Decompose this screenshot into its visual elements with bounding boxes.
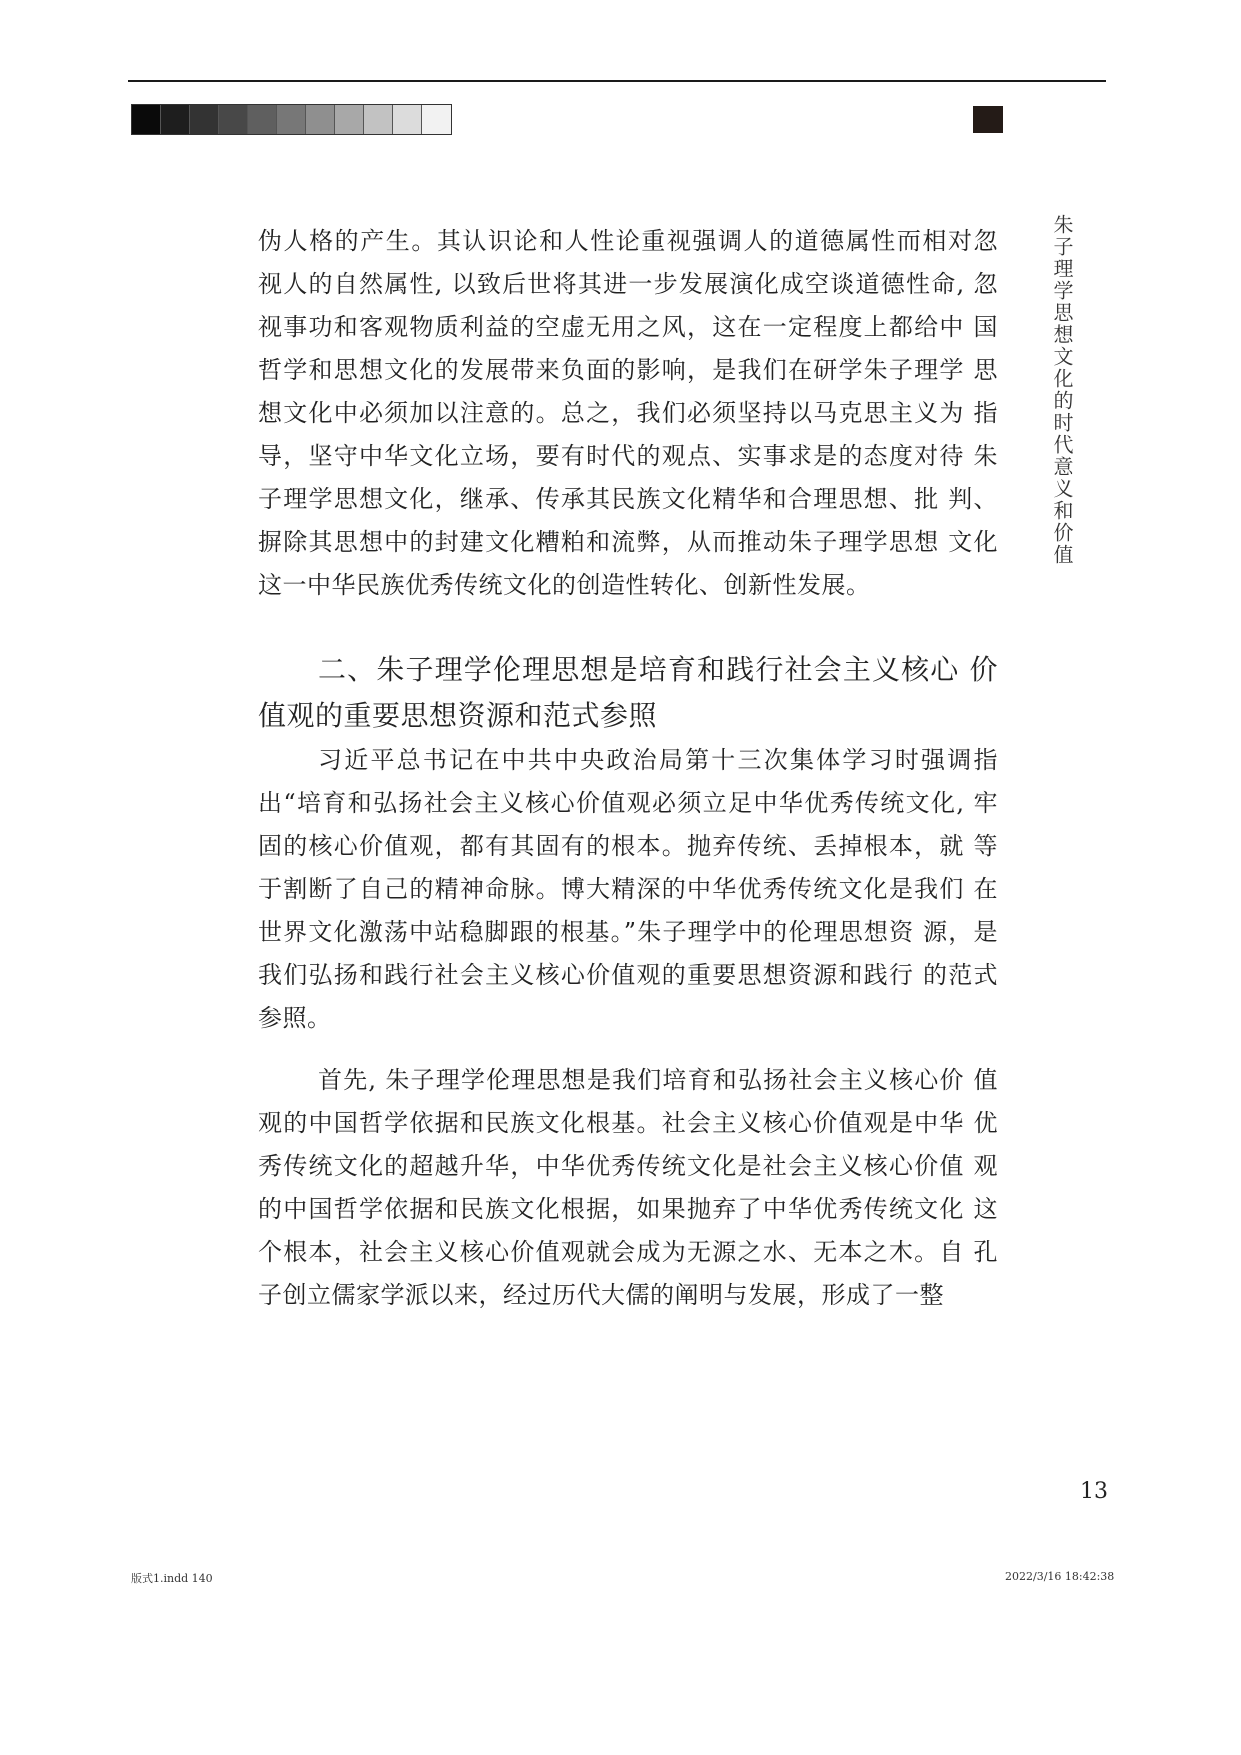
gray-swatch xyxy=(219,105,248,134)
gray-swatch xyxy=(422,105,451,134)
gray-swatch xyxy=(161,105,190,134)
gray-swatch xyxy=(132,105,161,134)
paragraph-1 xyxy=(258,220,998,607)
text-line: 哲学和思想文化的发展带来负面的影响，是我们在研学朱子理学 思 xyxy=(258,356,998,384)
paragraph-2 xyxy=(258,739,998,1040)
main-text xyxy=(258,220,998,1317)
text-line: 想文化中必须加以注意的。总之，我们必须坚持以马克思主义为 指 xyxy=(258,399,998,427)
text-line: 个根本，社会主义核心价值观就会成为无源之水、无本之木。自 孔 xyxy=(258,1238,998,1266)
text-line: 参照。 xyxy=(258,1004,332,1032)
paragraph-3 xyxy=(258,1059,998,1317)
gray-swatch xyxy=(277,105,306,134)
footer-timestamp: 2022/3/16 18:42:38 xyxy=(1005,1570,1115,1583)
text-line: 出“培育和弘扬社会主义核心价值观必须立足中华优秀传统文化, 牢 xyxy=(258,789,998,817)
text-line: 首先, 朱子理学伦理思想是我们培育和弘扬社会主义核心价 值 xyxy=(318,1066,998,1094)
grayscale-calibration-bar xyxy=(131,104,452,135)
text-line: 导，坚守中华文化立场，要有时代的观点、实事求是的态度对待 朱 xyxy=(258,442,998,470)
header-rule xyxy=(128,80,1106,82)
text-line: 的中国哲学依据和民族文化根据，如果抛弃了中华优秀传统文化 这 xyxy=(258,1195,998,1223)
text-line: 我们弘扬和践行社会主义核心价值观的重要思想资源和践行 的范式 xyxy=(258,961,998,989)
gray-swatch xyxy=(306,105,335,134)
text-line: 秀传统文化的超越升华，中华优秀传统文化是社会主义核心价值 观 xyxy=(258,1152,998,1180)
heading-line: 值观的重要思想资源和范式参照 xyxy=(258,699,658,732)
registration-block xyxy=(973,106,1003,133)
text-line: 视人的自然属性, 以致后世将其进一步发展演化成空谈道德性命, 忽 xyxy=(258,270,998,298)
heading-line: 二、朱子理学伦理思想是培育和践行社会主义核心 价 xyxy=(318,653,998,686)
text-line: 伪人格的产生。其认识论和人性论重视强调人的道德属性而相对忽 xyxy=(258,227,998,255)
text-line: 习近平总书记在中共中央政治局第十三次集体学习时强调指 xyxy=(318,746,998,774)
page-number: 13 xyxy=(1080,1479,1108,1504)
text-line: 于割断了自己的精神命脉。博大精深的中华优秀传统文化是我们 在 xyxy=(258,875,998,903)
gray-swatch xyxy=(393,105,422,134)
text-line: 摒除其思想中的封建文化糟粕和流弊，从而推动朱子理学思想 文化 xyxy=(258,528,998,556)
text-line: 世界文化激荡中站稳脚跟的根基。”朱子理学中的伦理思想资 源，是 xyxy=(258,918,998,946)
text-line: 视事功和客观物质利益的空虚无用之风，这在一定程度上都给中 国 xyxy=(258,313,998,341)
running-title: 朱子理学思想文化的时代意义和价值 xyxy=(1050,214,1074,566)
text-line: 这一中华民族优秀传统文化的创造性转化、创新性发展。 xyxy=(258,571,871,599)
text-line: 固的核心价值观，都有其固有的根本。抛弃传统、丢掉根本，就 等 xyxy=(258,832,998,860)
text-line: 子理学思想文化，继承、传承其民族文化精华和合理思想、批 判、 xyxy=(258,485,998,513)
section-heading xyxy=(258,647,998,739)
gray-swatch xyxy=(364,105,393,134)
text-line: 观的中国哲学依据和民族文化根基。社会主义核心价值观是中华 优 xyxy=(258,1109,998,1137)
gray-swatch xyxy=(190,105,219,134)
gray-swatch xyxy=(335,105,364,134)
text-line: 子创立儒家学派以来，经过历代大儒的阐明与发展，形成了一整 xyxy=(258,1281,944,1309)
gray-swatch xyxy=(248,105,277,134)
footer-filename: 版式1.indd 140 xyxy=(131,1572,213,1585)
